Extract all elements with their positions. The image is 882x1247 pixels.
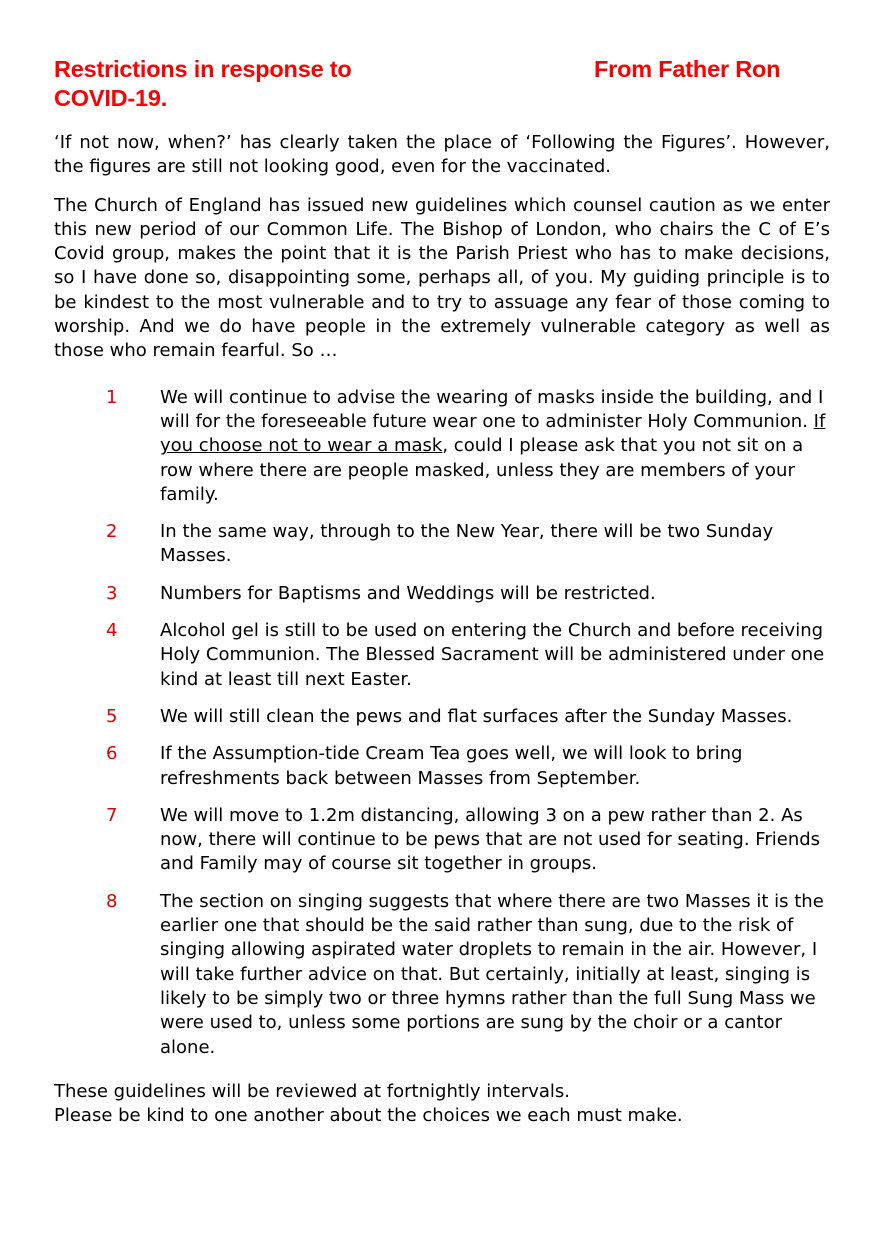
restrictions-list [54,386,830,1060]
list-item [54,705,830,729]
item-text [160,386,830,507]
list-item [54,386,830,507]
intro-paragraph-1: ‘If not now, when?’ has clearly taken the place of ‘Following the Figures’. However, the figures are still not looking good, even for the vaccinated. [54,132,830,178]
item-text: We will move to 1.2m distancing, allowing 3 on a pew rather than 2. As now, there will continue to be pews that are not used for seating. Friends and Family may of course sit together in groups. [160,804,821,875]
closing-line-1: These guidelines will be reviewed at fortnightly intervals. [54,1080,571,1102]
list-item [54,520,830,569]
item-text: The section on singing suggests that where there are two Masses it is the earlier one that should be the said rather than sung, due to the risk of singing allowing aspirated water droplets to remain in the air. However, I will take further advice on that. But certainly, initially at least, singing is likely to be simply two or three hymns rather than the full Sung Mass we were used to, unless some portions are sung by the choir or a cantor alone. [160,890,824,1058]
list-item [54,804,830,877]
list-item [54,890,830,1060]
closing-line-2: Please be kind to one another about the choices we each must make. [54,1105,683,1127]
item-text: We will still clean the pews and flat surfaces after the Sunday Masses. [160,705,793,727]
closing-remarks [54,1080,830,1129]
underlined-phrase: If you choose not to wear a mask [160,410,826,457]
item-number: 2 [106,521,118,543]
intro-paragraph-2: The Church of England has issued new guidelines which counsel caution as we enter this new period of our Common Life. The Bishop of London, who chairs the C of E’s Covid group, makes the point that it is the Parish Priest who has to make decisions, so I have done so, disappointing some, perhaps all, of you. My guiding principle is to be kindest to the most vulnerable and to try to assuage any fear of those coming to worship. And we do have people in the extremely vulnerable category as well as those who remain fearful. So … [54,194,830,362]
list-item [54,582,830,606]
list-item [54,619,830,692]
item-text-part: We will continue to advise the wearing of masks inside the building, and I will for the foreseeable future wear one to administer Holy Communion. [160,386,824,432]
item-number: 5 [106,705,118,727]
item-number: 3 [106,582,118,604]
header [54,55,830,117]
item-text: If the Assumption-tide Cream Tea goes well, we will look to bring refreshments back between Masses from September. [160,743,743,789]
list-item [54,742,830,791]
page-title: Restrictions in response to COVID-19. [54,56,352,111]
item-number: 8 [106,890,118,912]
item-text: Alcohol gel is still to be used on entering the Church and before receiving Holy Communion. The Blessed Sacrament will be administered under one kind at least till next Easter. [160,620,825,690]
item-number: 1 [106,386,118,408]
item-text: In the same way, through to the New Year, there will be two Sunday Masses. [160,521,774,567]
item-number: 4 [106,620,118,642]
item-text: Numbers for Baptisms and Weddings will be restricted. [160,582,656,604]
item-text-part: , could I please ask that you not sit on a row where there are people masked, unless they are members of your family. [160,435,804,505]
document-page [54,55,830,1128]
item-number: 7 [106,804,118,826]
author-line: From Father Ron [594,56,781,82]
item-number: 6 [106,743,118,765]
